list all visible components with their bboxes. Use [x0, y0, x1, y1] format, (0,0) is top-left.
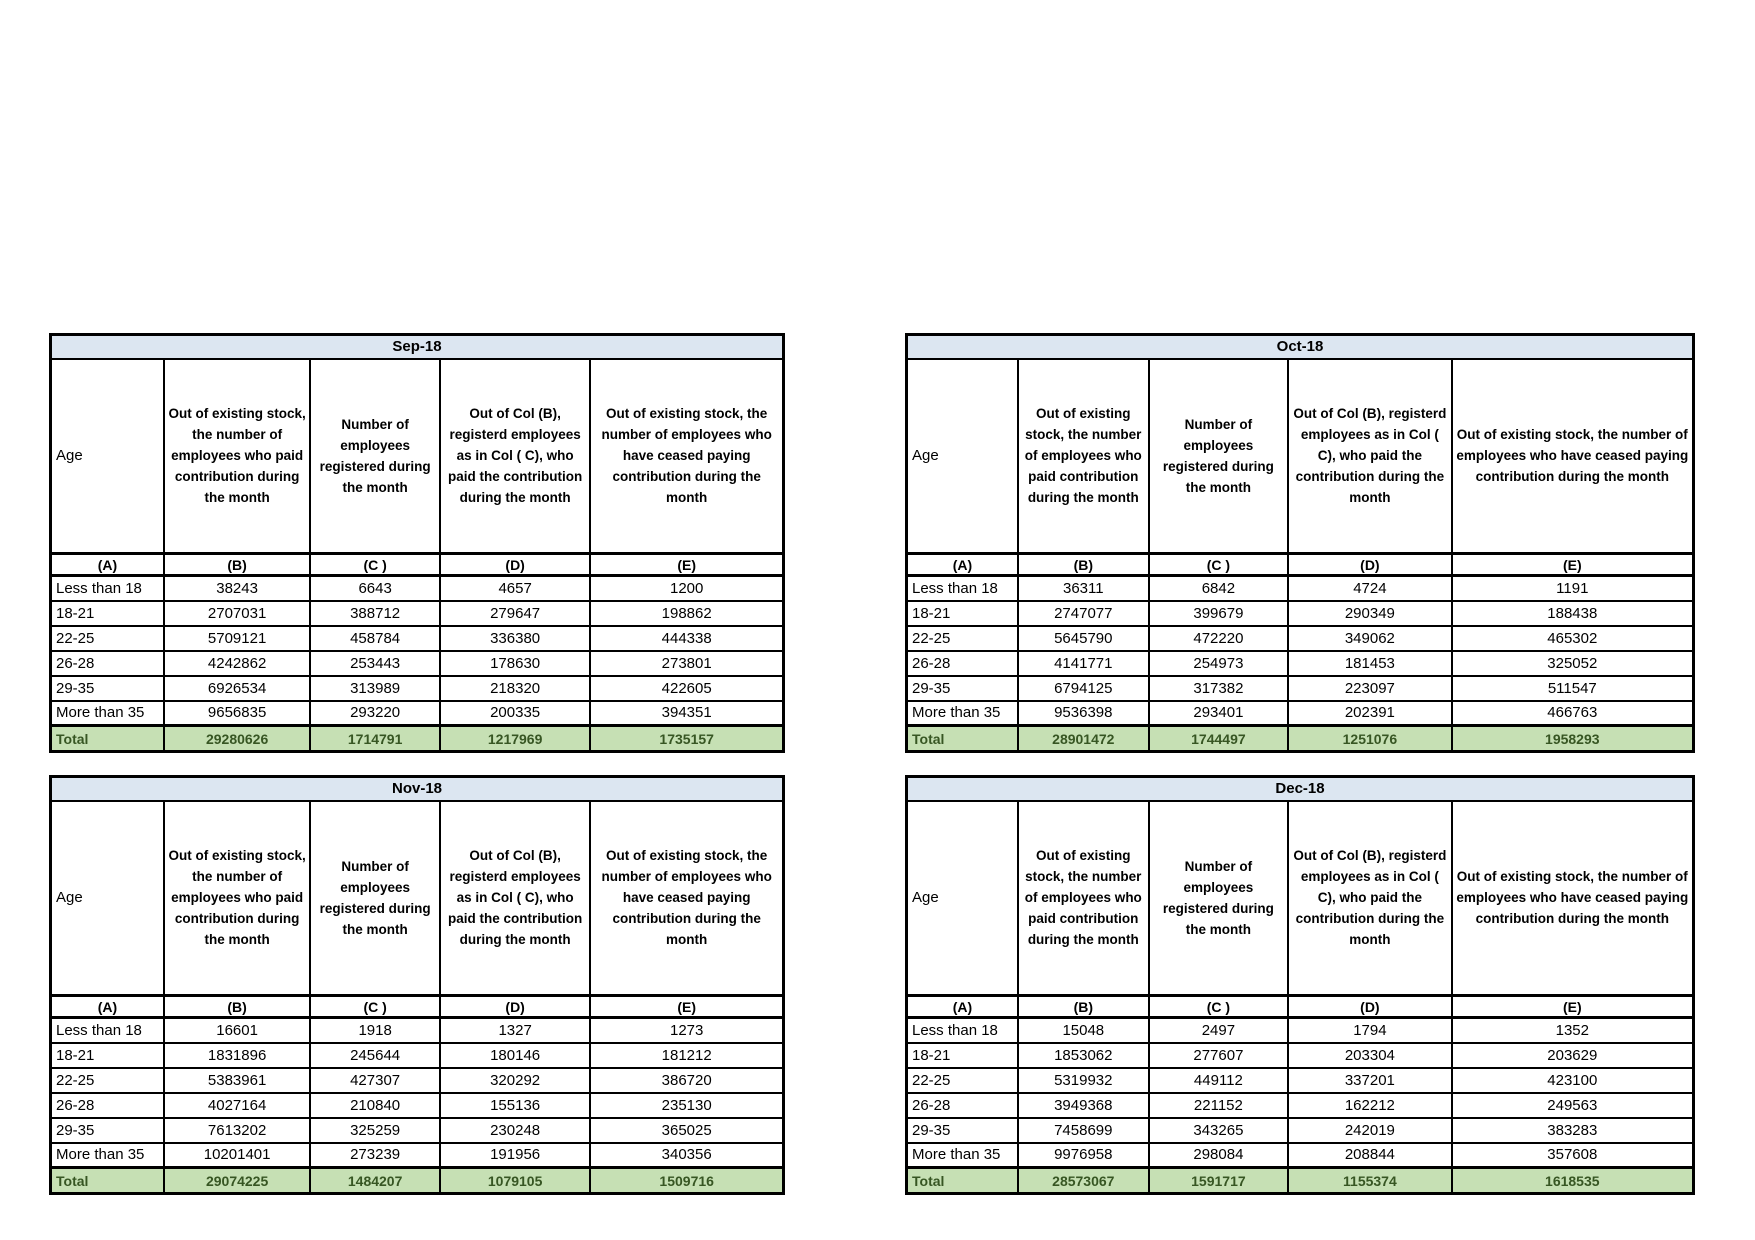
total-value-cell: 1618535: [1452, 1168, 1694, 1194]
column-letter: (A): [51, 996, 164, 1018]
value-cell: 210840: [310, 1093, 440, 1118]
value-cell: 6842: [1149, 576, 1289, 601]
value-cell: 10201401: [164, 1143, 310, 1168]
age-row-label: 18-21: [51, 1043, 164, 1068]
value-cell: 181453: [1288, 651, 1451, 676]
age-row-label: 26-28: [51, 1093, 164, 1118]
value-cell: 511547: [1452, 676, 1694, 701]
value-cell: 1853062: [1018, 1043, 1149, 1068]
value-cell: 242019: [1288, 1118, 1451, 1143]
table-row: [51, 651, 784, 676]
value-cell: 423100: [1452, 1068, 1694, 1093]
total-value-cell: 1484207: [310, 1168, 440, 1194]
total-label: Total: [907, 726, 1018, 752]
age-row-label: Less than 18: [51, 576, 164, 601]
column-letter: (B): [1018, 554, 1149, 576]
age-row-label: 22-25: [907, 1068, 1018, 1093]
table-row: [907, 1068, 1694, 1093]
age-header: Age: [907, 359, 1018, 554]
value-cell: 202391: [1288, 701, 1451, 726]
total-value-cell: 1735157: [590, 726, 783, 752]
age-header: Age: [907, 801, 1018, 996]
column-letter: (E): [1452, 996, 1694, 1018]
age-row-label: 22-25: [51, 626, 164, 651]
table-row: [907, 626, 1694, 651]
value-cell: 336380: [440, 626, 590, 651]
total-row: [907, 726, 1694, 752]
value-cell: 6794125: [1018, 676, 1149, 701]
value-cell: 4141771: [1018, 651, 1149, 676]
total-label: Total: [51, 726, 164, 752]
value-cell: 1918: [310, 1018, 440, 1043]
column-letter: (E): [590, 554, 783, 576]
age-row-label: Less than 18: [907, 576, 1018, 601]
month-table-nov-18: [49, 775, 785, 1195]
value-cell: 9656835: [164, 701, 310, 726]
value-cell: 191956: [440, 1143, 590, 1168]
column-letter: (E): [1452, 554, 1694, 576]
value-cell: 449112: [1149, 1068, 1289, 1093]
value-cell: 249563: [1452, 1093, 1694, 1118]
value-cell: 320292: [440, 1068, 590, 1093]
value-cell: 2497: [1149, 1018, 1289, 1043]
value-cell: 466763: [1452, 701, 1694, 726]
age-row-label: More than 35: [907, 1143, 1018, 1168]
table-row: [51, 1143, 784, 1168]
age-row-label: 29-35: [907, 676, 1018, 701]
value-cell: 15048: [1018, 1018, 1149, 1043]
value-cell: 7613202: [164, 1118, 310, 1143]
value-cell: 383283: [1452, 1118, 1694, 1143]
value-cell: 343265: [1149, 1118, 1289, 1143]
age-header: Age: [51, 801, 164, 996]
value-cell: 198862: [590, 601, 783, 626]
column-header: Out of Col (B), registerd employees as in Col ( C), who paid the contribution during the month: [440, 359, 590, 554]
total-label: Total: [51, 1168, 164, 1194]
column-letters-row: [907, 554, 1694, 576]
table-row: [51, 576, 784, 601]
age-row-label: 29-35: [51, 1118, 164, 1143]
total-label: Total: [907, 1168, 1018, 1194]
total-row: [51, 726, 784, 752]
column-header: Number of employees registered during the month: [310, 801, 440, 996]
value-cell: 444338: [590, 626, 783, 651]
value-cell: 254973: [1149, 651, 1289, 676]
column-header: Out of Col (B), registerd employees as in Col ( C), who paid the contribution during the month: [440, 801, 590, 996]
total-value-cell: 1155374: [1288, 1168, 1451, 1194]
age-row-label: 18-21: [907, 1043, 1018, 1068]
table-row: [51, 1093, 784, 1118]
table-row: [907, 1093, 1694, 1118]
monthly-tables-grid: [49, 333, 1695, 1195]
value-cell: 349062: [1288, 626, 1451, 651]
value-cell: 1352: [1452, 1018, 1694, 1043]
value-cell: 465302: [1452, 626, 1694, 651]
column-header: Number of employees registered during the month: [1149, 801, 1289, 996]
value-cell: 2707031: [164, 601, 310, 626]
column-letters-row: [907, 996, 1694, 1018]
value-cell: 4242862: [164, 651, 310, 676]
table-row: [907, 701, 1694, 726]
value-cell: 181212: [590, 1043, 783, 1068]
value-cell: 188438: [1452, 601, 1694, 626]
table-title: Oct-18: [907, 335, 1694, 359]
column-letter: (C ): [310, 996, 440, 1018]
column-letter: (E): [590, 996, 783, 1018]
age-row-label: More than 35: [51, 701, 164, 726]
column-header: Out of existing stock, the number of employees who have ceased paying contribution during the month: [1452, 359, 1694, 554]
column-header: Out of existing stock, the number of employees who have ceased paying contribution during the month: [1452, 801, 1694, 996]
value-cell: 4724: [1288, 576, 1451, 601]
age-row-label: 26-28: [51, 651, 164, 676]
table-row: [907, 676, 1694, 701]
column-header: Out of existing stock, the number of employees who paid contribution during the month: [164, 801, 310, 996]
table-row: [907, 1043, 1694, 1068]
month-table-sep-18: [49, 333, 785, 753]
value-cell: 178630: [440, 651, 590, 676]
value-cell: 3949368: [1018, 1093, 1149, 1118]
value-cell: 2747077: [1018, 601, 1149, 626]
column-letters-row: [51, 996, 784, 1018]
column-letter: (A): [907, 996, 1018, 1018]
age-row-label: 29-35: [907, 1118, 1018, 1143]
column-header-row: [907, 359, 1694, 554]
value-cell: 38243: [164, 576, 310, 601]
value-cell: 1273: [590, 1018, 783, 1043]
column-letter: (C ): [1149, 554, 1289, 576]
age-row-label: Less than 18: [51, 1018, 164, 1043]
total-value-cell: 1714791: [310, 726, 440, 752]
table-row: [51, 701, 784, 726]
column-header: Out of existing stock, the number of employees who have ceased paying contribution during the month: [590, 801, 783, 996]
value-cell: 1794: [1288, 1018, 1451, 1043]
table-title-row: [907, 777, 1694, 801]
value-cell: 6643: [310, 576, 440, 601]
age-row-label: 18-21: [51, 601, 164, 626]
column-header: Out of existing stock, the number of employees who have ceased paying contribution during the month: [590, 359, 783, 554]
value-cell: 273239: [310, 1143, 440, 1168]
total-value-cell: 1591717: [1149, 1168, 1289, 1194]
value-cell: 4027164: [164, 1093, 310, 1118]
total-value-cell: 29280626: [164, 726, 310, 752]
table-title: Dec-18: [907, 777, 1694, 801]
value-cell: 399679: [1149, 601, 1289, 626]
column-header: Number of employees registered during the month: [310, 359, 440, 554]
table-row: [907, 576, 1694, 601]
value-cell: 357608: [1452, 1143, 1694, 1168]
column-header: Out of existing stock, the number of employees who paid contribution during the month: [164, 359, 310, 554]
value-cell: 221152: [1149, 1093, 1289, 1118]
column-letter: (A): [51, 554, 164, 576]
column-letter: (A): [907, 554, 1018, 576]
column-header-row: [51, 359, 784, 554]
table-title-row: [51, 335, 784, 359]
column-letter: (C ): [1149, 996, 1289, 1018]
column-header-row: [907, 801, 1694, 996]
age-row-label: More than 35: [51, 1143, 164, 1168]
value-cell: 180146: [440, 1043, 590, 1068]
month-table-oct-18: [905, 333, 1695, 753]
table-row: [907, 1143, 1694, 1168]
table-title-row: [51, 777, 784, 801]
value-cell: 230248: [440, 1118, 590, 1143]
month-table-dec-18: [905, 775, 1695, 1195]
value-cell: 365025: [590, 1118, 783, 1143]
column-header: Out of existing stock, the number of employees who paid contribution during the month: [1018, 801, 1149, 996]
value-cell: 325052: [1452, 651, 1694, 676]
value-cell: 313989: [310, 676, 440, 701]
value-cell: 223097: [1288, 676, 1451, 701]
value-cell: 394351: [590, 701, 783, 726]
table-row: [907, 651, 1694, 676]
value-cell: 298084: [1149, 1143, 1289, 1168]
table-row: [907, 1118, 1694, 1143]
value-cell: 337201: [1288, 1068, 1451, 1093]
value-cell: 7458699: [1018, 1118, 1149, 1143]
column-letter: (B): [164, 554, 310, 576]
value-cell: 9976958: [1018, 1143, 1149, 1168]
age-row-label: More than 35: [907, 701, 1018, 726]
column-letter: (D): [1288, 554, 1451, 576]
column-header-row: [51, 801, 784, 996]
total-row: [907, 1168, 1694, 1194]
table-row: [51, 1018, 784, 1043]
value-cell: 235130: [590, 1093, 783, 1118]
column-header: Out of existing stock, the number of employees who paid contribution during the month: [1018, 359, 1149, 554]
value-cell: 317382: [1149, 676, 1289, 701]
value-cell: 203304: [1288, 1043, 1451, 1068]
column-letter: (B): [1018, 996, 1149, 1018]
table-row: [51, 601, 784, 626]
value-cell: 472220: [1149, 626, 1289, 651]
total-value-cell: 29074225: [164, 1168, 310, 1194]
column-letter: (C ): [310, 554, 440, 576]
value-cell: 293220: [310, 701, 440, 726]
age-row-label: 26-28: [907, 1093, 1018, 1118]
table-title: Sep-18: [51, 335, 784, 359]
value-cell: 5645790: [1018, 626, 1149, 651]
value-cell: 1191: [1452, 576, 1694, 601]
column-letters-row: [51, 554, 784, 576]
total-value-cell: 1079105: [440, 1168, 590, 1194]
age-header: Age: [51, 359, 164, 554]
total-value-cell: 1744497: [1149, 726, 1289, 752]
value-cell: 16601: [164, 1018, 310, 1043]
value-cell: 6926534: [164, 676, 310, 701]
value-cell: 245644: [310, 1043, 440, 1068]
value-cell: 277607: [1149, 1043, 1289, 1068]
table-row: [907, 601, 1694, 626]
age-row-label: 29-35: [51, 676, 164, 701]
table-row: [907, 1018, 1694, 1043]
value-cell: 203629: [1452, 1043, 1694, 1068]
total-row: [51, 1168, 784, 1194]
value-cell: 422605: [590, 676, 783, 701]
value-cell: 340356: [590, 1143, 783, 1168]
column-header: Out of Col (B), registerd employees as in Col ( C), who paid the contribution during the month: [1288, 801, 1451, 996]
total-value-cell: 28901472: [1018, 726, 1149, 752]
table-row: [51, 1118, 784, 1143]
table-title-row: [907, 335, 1694, 359]
value-cell: 1831896: [164, 1043, 310, 1068]
value-cell: 388712: [310, 601, 440, 626]
value-cell: 162212: [1288, 1093, 1451, 1118]
column-letter: (D): [440, 996, 590, 1018]
table-row: [51, 676, 784, 701]
table-row: [51, 626, 784, 651]
value-cell: 208844: [1288, 1143, 1451, 1168]
value-cell: 458784: [310, 626, 440, 651]
total-value-cell: 28573067: [1018, 1168, 1149, 1194]
total-value-cell: 1958293: [1452, 726, 1694, 752]
total-value-cell: 1251076: [1288, 726, 1451, 752]
total-value-cell: 1509716: [590, 1168, 783, 1194]
value-cell: 427307: [310, 1068, 440, 1093]
value-cell: 5383961: [164, 1068, 310, 1093]
age-row-label: 22-25: [51, 1068, 164, 1093]
value-cell: 1327: [440, 1018, 590, 1043]
value-cell: 200335: [440, 701, 590, 726]
value-cell: 9536398: [1018, 701, 1149, 726]
table-title: Nov-18: [51, 777, 784, 801]
value-cell: 325259: [310, 1118, 440, 1143]
value-cell: 1200: [590, 576, 783, 601]
value-cell: 279647: [440, 601, 590, 626]
age-row-label: Less than 18: [907, 1018, 1018, 1043]
value-cell: 36311: [1018, 576, 1149, 601]
value-cell: 5709121: [164, 626, 310, 651]
table-row: [51, 1068, 784, 1093]
column-header: Number of employees registered during the month: [1149, 359, 1289, 554]
value-cell: 273801: [590, 651, 783, 676]
column-letter: (D): [440, 554, 590, 576]
value-cell: 293401: [1149, 701, 1289, 726]
value-cell: 386720: [590, 1068, 783, 1093]
value-cell: 5319932: [1018, 1068, 1149, 1093]
value-cell: 218320: [440, 676, 590, 701]
total-value-cell: 1217969: [440, 726, 590, 752]
column-header: Out of Col (B), registerd employees as in Col ( C), who paid the contribution during the month: [1288, 359, 1451, 554]
value-cell: 253443: [310, 651, 440, 676]
table-row: [51, 1043, 784, 1068]
column-letter: (D): [1288, 996, 1451, 1018]
column-letter: (B): [164, 996, 310, 1018]
value-cell: 155136: [440, 1093, 590, 1118]
age-row-label: 26-28: [907, 651, 1018, 676]
age-row-label: 22-25: [907, 626, 1018, 651]
value-cell: 290349: [1288, 601, 1451, 626]
value-cell: 4657: [440, 576, 590, 601]
age-row-label: 18-21: [907, 601, 1018, 626]
